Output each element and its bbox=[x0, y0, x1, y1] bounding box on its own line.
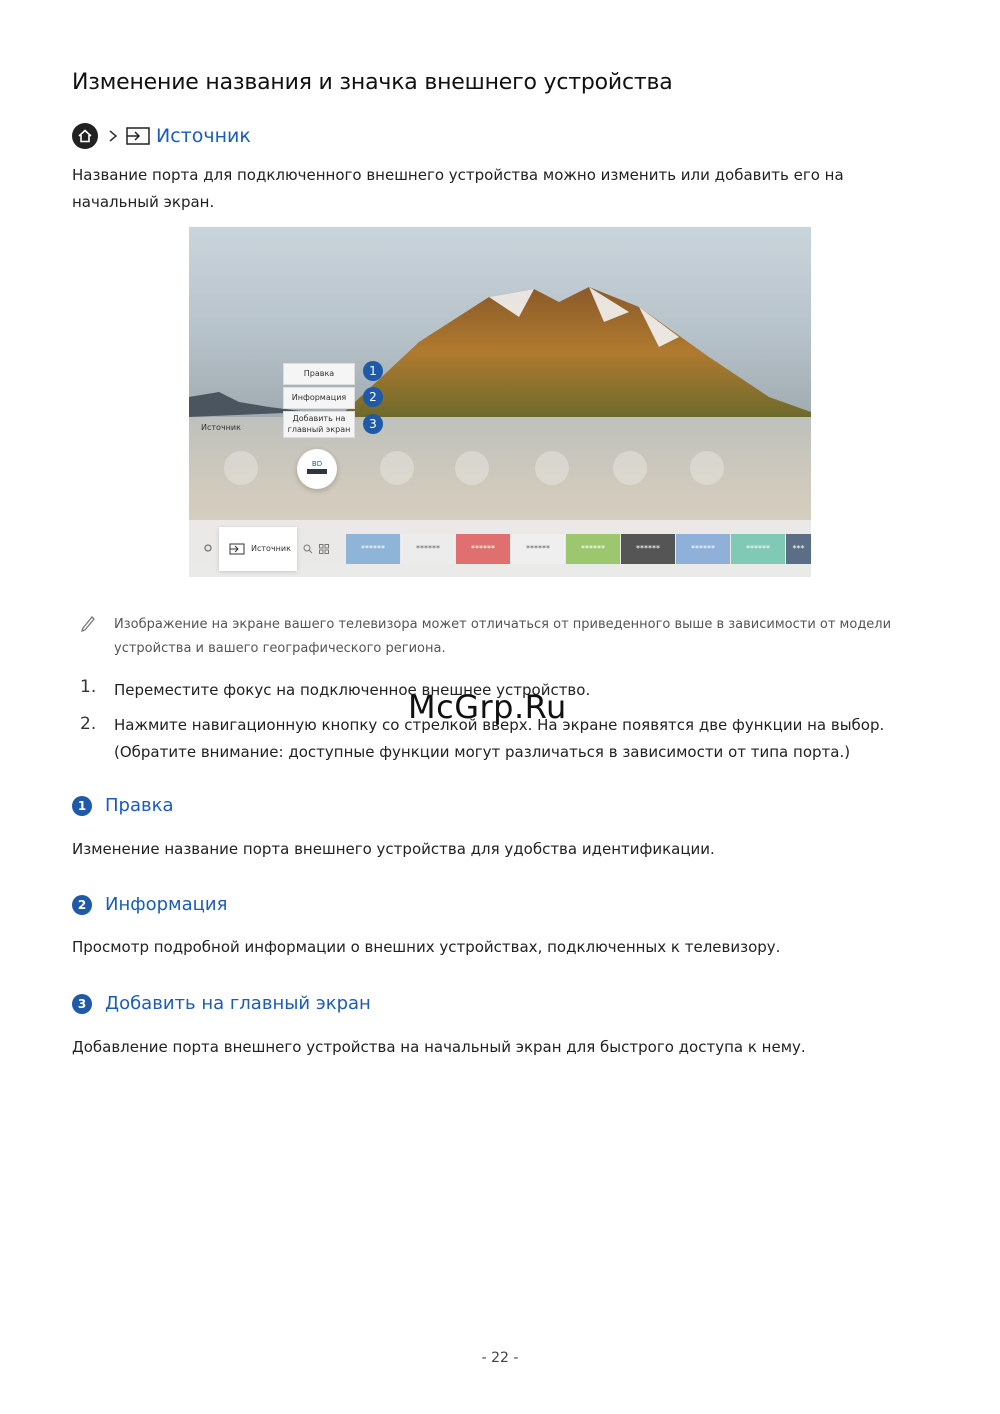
bar-tile[interactable]: ****** bbox=[676, 534, 730, 564]
bar-tile[interactable]: ****** bbox=[456, 534, 510, 564]
watermark: McGrp.Ru bbox=[408, 688, 567, 726]
bluray-device-icon[interactable] bbox=[297, 449, 337, 489]
bar-tile[interactable]: ****** bbox=[731, 534, 785, 564]
usb-device-icon-2[interactable] bbox=[535, 451, 569, 485]
note-text: Изображение на экране вашего телевизора может отличаться от приведенного выше в зависимости от модели устройства и вашего географического региона. bbox=[114, 617, 892, 656]
section-badge: 1 bbox=[72, 796, 92, 816]
tv-device-icon[interactable] bbox=[224, 451, 258, 485]
section-header bbox=[72, 993, 371, 1014]
svg-text:BD: BD bbox=[311, 460, 323, 468]
usb-device-icon[interactable] bbox=[455, 451, 489, 485]
source-input-icon bbox=[229, 543, 245, 555]
callout-badge-3: 3 bbox=[363, 414, 383, 434]
bar-tile[interactable]: *** bbox=[786, 534, 811, 564]
section-header bbox=[72, 795, 174, 816]
bar-source-item[interactable] bbox=[219, 527, 297, 571]
menu-item-info[interactable]: Информация bbox=[283, 387, 355, 409]
source-label: Источник bbox=[201, 423, 241, 432]
pencil-note-icon bbox=[80, 614, 96, 632]
section-text: Просмотр подробной информации о внешних устройствах, подключенных к телевизору. bbox=[72, 938, 781, 956]
section-badge: 2 bbox=[72, 895, 92, 915]
step-text: Переместите фокус на подключенное внешнее устройство. bbox=[114, 681, 591, 699]
section-title: Правка bbox=[105, 795, 174, 816]
bar-tile[interactable]: ****** bbox=[346, 534, 400, 564]
page-title: Изменение названия и значка внешнего устройства bbox=[72, 70, 673, 95]
breadcrumb-source-link[interactable]: Источник bbox=[156, 125, 251, 147]
callout-badge-1: 1 bbox=[363, 361, 383, 381]
section-title: Добавить на главный экран bbox=[105, 993, 371, 1014]
section-title: Информация bbox=[105, 894, 228, 915]
gear-icon[interactable] bbox=[203, 543, 213, 553]
search-icon[interactable] bbox=[303, 544, 313, 554]
step-text: Нажмите навигационную кнопку со стрелкой вверх. На экране появятся две функции на выбор. (Обратите внимание: доступные функции могут различаться в зависимости от типа порта.) bbox=[114, 716, 885, 761]
chevron-right-icon bbox=[106, 129, 120, 143]
bar-tile[interactable]: ****** bbox=[511, 534, 565, 564]
bar-tile[interactable]: ****** bbox=[566, 534, 620, 564]
bar-source-label: Источник bbox=[251, 544, 291, 553]
page-number: - 22 - bbox=[481, 1350, 519, 1366]
tv-screenshot bbox=[189, 227, 811, 577]
connection-guide-icon[interactable] bbox=[613, 451, 647, 485]
bar-tile[interactable]: ****** bbox=[621, 534, 675, 564]
section-text: Изменение название порта внешнего устройства для удобства идентификации. bbox=[72, 840, 715, 858]
section-text: Добавление порта внешнего устройства на начальный экран для быстрого доступа к нему. bbox=[72, 1038, 806, 1056]
breadcrumb bbox=[72, 122, 251, 150]
remote-device-icon[interactable] bbox=[690, 451, 724, 485]
section-badge: 3 bbox=[72, 994, 92, 1014]
home-icon[interactable] bbox=[72, 123, 98, 149]
menu-item-edit[interactable]: Правка bbox=[283, 363, 355, 385]
menu-item-add-home[interactable]: Добавить на главный экран bbox=[283, 411, 355, 438]
callout-badge-2: 2 bbox=[363, 387, 383, 407]
section-header bbox=[72, 894, 227, 915]
intro-text: Название порта для подключенного внешнего устройства можно изменить или добавить его на начальный экран. bbox=[72, 166, 844, 211]
step-number: 2. bbox=[80, 714, 97, 734]
step-number: 1. bbox=[80, 677, 97, 697]
source-input-icon bbox=[126, 127, 150, 145]
gamepad-device-icon[interactable] bbox=[380, 451, 414, 485]
bar-tile[interactable]: ****** bbox=[401, 534, 455, 564]
apps-icon[interactable] bbox=[319, 544, 329, 554]
